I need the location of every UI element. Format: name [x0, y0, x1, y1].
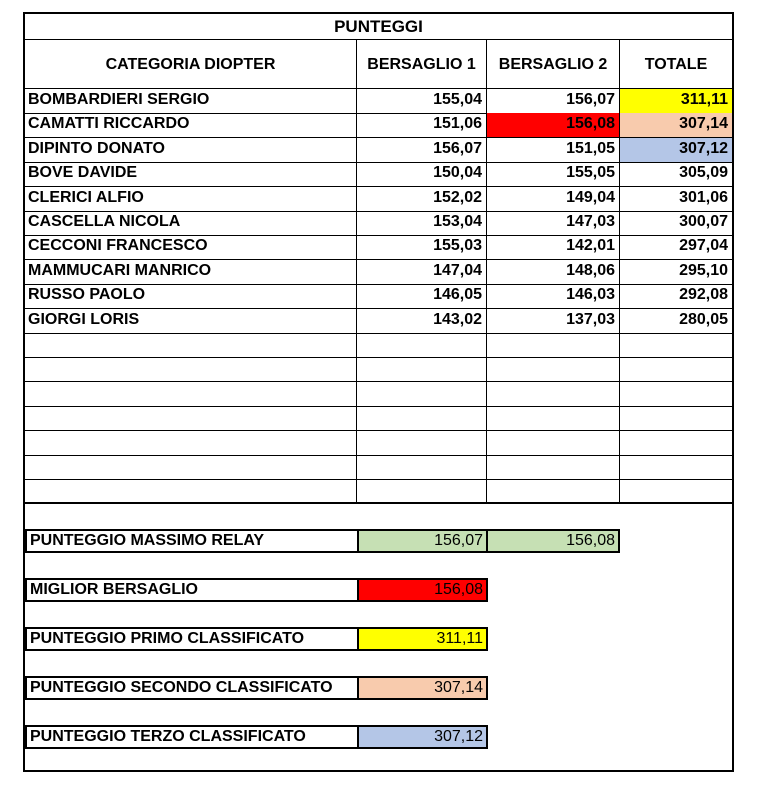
row-total: 307,12 — [620, 138, 732, 163]
empty-cell — [357, 333, 487, 358]
row-total: 305,09 — [620, 162, 732, 187]
third-place-value: 307,12 — [357, 725, 488, 749]
empty-cell — [620, 357, 732, 382]
row-target-1: 143,02 — [357, 309, 487, 334]
best-target-label: MIGLIOR BERSAGLIO — [25, 578, 357, 602]
empty-cell — [25, 455, 357, 480]
score-sheet — [23, 12, 734, 772]
empty-cell — [357, 479, 487, 504]
max-relay-label: PUNTEGGIO MASSIMO RELAY — [25, 529, 357, 553]
empty-cell — [487, 479, 620, 504]
empty-cell — [487, 357, 620, 382]
row-target-2: 148,06 — [487, 260, 620, 285]
empty-cell — [25, 382, 357, 407]
header-category: CATEGORIA DIOPTER — [25, 39, 357, 89]
header-target-2: BERSAGLIO 2 — [487, 39, 620, 89]
row-name: BOMBARDIERI SERGIO — [25, 89, 357, 114]
empty-cell — [357, 406, 487, 431]
empty-cell — [357, 382, 487, 407]
row-total: 280,05 — [620, 309, 732, 334]
row-target-1: 152,02 — [357, 187, 487, 212]
row-target-1: 156,07 — [357, 138, 487, 163]
row-name: CLERICI ALFIO — [25, 187, 357, 212]
row-total: 300,07 — [620, 211, 732, 236]
row-target-1: 155,04 — [357, 89, 487, 114]
empty-cell — [25, 431, 357, 456]
row-target-2: 142,01 — [487, 235, 620, 260]
empty-cell — [487, 333, 620, 358]
row-target-2: 155,05 — [487, 162, 620, 187]
max-relay-target-2: 156,08 — [486, 529, 620, 553]
row-name: MAMMUCARI MANRICO — [25, 260, 357, 285]
empty-cell — [487, 382, 620, 407]
empty-cell — [620, 455, 732, 480]
empty-cell — [620, 333, 732, 358]
row-name: CECCONI FRANCESCO — [25, 235, 357, 260]
row-target-1: 153,04 — [357, 211, 487, 236]
header-total: TOTALE — [620, 39, 732, 89]
row-target-1: 155,03 — [357, 235, 487, 260]
row-name: CASCELLA NICOLA — [25, 211, 357, 236]
third-place-label: PUNTEGGIO TERZO CLASSIFICATO — [25, 725, 357, 749]
row-target-2: 156,07 — [487, 89, 620, 114]
header-target-1: BERSAGLIO 1 — [357, 39, 487, 89]
row-name: RUSSO PAOLO — [25, 284, 357, 309]
empty-cell — [487, 406, 620, 431]
row-name: DIPINTO DONATO — [25, 138, 357, 163]
empty-cell — [25, 406, 357, 431]
row-total: 301,06 — [620, 187, 732, 212]
empty-cell — [620, 406, 732, 431]
row-total: 292,08 — [620, 284, 732, 309]
row-name: CAMATTI RICCARDO — [25, 113, 357, 138]
sheet-title: PUNTEGGI — [334, 17, 423, 36]
empty-cell — [357, 431, 487, 456]
row-name: BOVE DAVIDE — [25, 162, 357, 187]
first-place-value: 311,11 — [357, 627, 488, 651]
best-target-value: 156,08 — [357, 578, 488, 602]
row-target-1: 146,05 — [357, 284, 487, 309]
second-place-label: PUNTEGGIO SECONDO CLASSIFICATO — [25, 676, 357, 700]
empty-cell — [487, 431, 620, 456]
empty-cell — [620, 382, 732, 407]
row-target-1: 147,04 — [357, 260, 487, 285]
empty-cell — [620, 431, 732, 456]
row-target-2: 146,03 — [487, 284, 620, 309]
empty-cell — [487, 455, 620, 480]
row-total: 307,14 — [620, 113, 732, 138]
row-total: 311,11 — [620, 89, 732, 114]
first-place-label: PUNTEGGIO PRIMO CLASSIFICATO — [25, 627, 357, 651]
max-relay-target-1: 156,07 — [357, 529, 488, 553]
row-total: 297,04 — [620, 235, 732, 260]
row-target-2: 156,08 — [487, 113, 620, 138]
empty-cell — [25, 479, 357, 504]
row-target-1: 150,04 — [357, 162, 487, 187]
empty-cell — [25, 333, 357, 358]
row-target-2: 149,04 — [487, 187, 620, 212]
empty-cell — [357, 455, 487, 480]
row-name: GIORGI LORIS — [25, 309, 357, 334]
row-total: 295,10 — [620, 260, 732, 285]
row-target-1: 151,06 — [357, 113, 487, 138]
empty-cell — [620, 479, 732, 504]
second-place-value: 307,14 — [357, 676, 488, 700]
empty-cell — [357, 357, 487, 382]
row-target-2: 147,03 — [487, 211, 620, 236]
row-target-2: 137,03 — [487, 309, 620, 334]
empty-cell — [25, 357, 357, 382]
row-target-2: 151,05 — [487, 138, 620, 163]
